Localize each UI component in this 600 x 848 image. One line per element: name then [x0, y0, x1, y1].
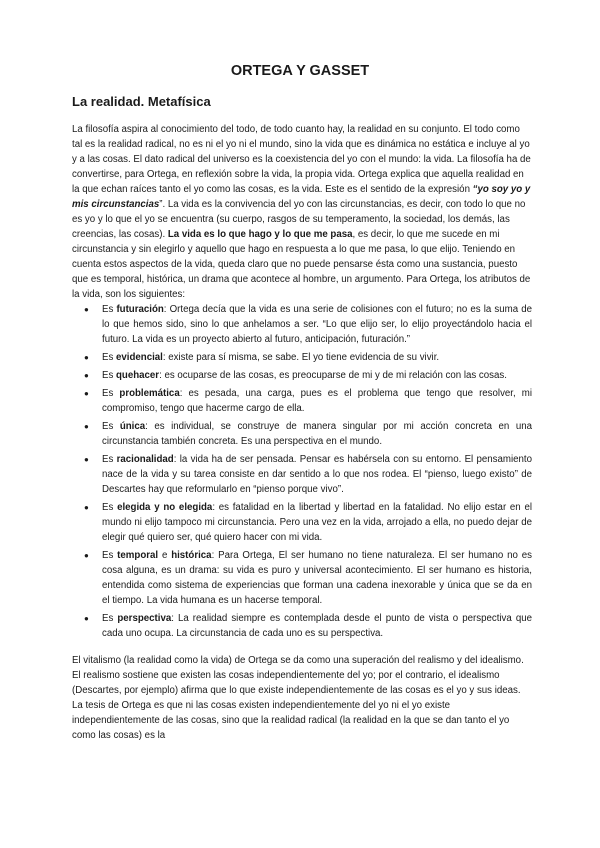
section-heading: La realidad. Metafísica: [72, 94, 211, 109]
list-item: ● Es única: es individual, se construye de manera singular por mi acción concreta en una circunstancia también concreta. Es una perspectiva en el mundo.: [102, 419, 532, 449]
list-item: ● Es futuración: Ortega decía que la vida es una serie de colisiones con el futuro; no es la suma de lo que hemos sido, sino lo que anhelamos a ser. “Lo que elijo ser, lo elijo proyectándolo hacia el futuro. La vida es un proyecto abierto al futuro, anticipación, futuración.”: [102, 302, 532, 347]
list-item: ● Es evidencial: existe para sí misma, se sabe. El yo tiene evidencia de su vivir.: [102, 350, 532, 365]
page-title: ORTEGA Y GASSET: [230, 63, 370, 79]
list-item: ● Es elegida y no elegida: es fatalidad en la libertad y libertad en la fatalidad. No elijo estar en el mundo ni elijo tampoco mi circunstancia. Pero una vez en la vida, arrojado a ella, no puedo dejar de elegir qué quiero ser, qué quiero hacer con mi vida.: [102, 500, 532, 545]
list-item: ● Es temporal e histórica: Para Ortega, El ser humano no tiene naturaleza. El ser humano no es cosa alguna, es un drama: su vida es puro y universal acontecimiento. El ser humano es historia, entendida como sistema de experiencias que forman una cadena inexorable y única que se da en el tiempo. La vida humana es un hacerse temporal.: [102, 548, 532, 608]
attributes-list: [72, 302, 532, 641]
document-body: [72, 122, 532, 743]
closing-paragraph: El vitalismo (la realidad como la vida) de Ortega se da como una superación del realismo y del idealismo. El realismo sostiene que existen las cosas independientemente del yo; por el contrario, el idealismo (Descartes, por ejemplo) afirma que lo que existe independientemente de las cosas es el yo y sus ideas. La tesis de Ortega es que ni las cosas existen independientemente del yo ni el yo existe independientemente de las cosas, sino que la realidad radical (la realidad en la que se dan tanto el yo como las cosas) es la: [72, 655, 524, 741]
list-item: ● Es racionalidad: la vida ha de ser pensada. Pensar es habérsela con su entorno. El pensamiento nace de la vida y su tarea consiste en dar sentido a lo que nos rodea. El “pienso, luego existo” de Descartes hay que reformularlo en “pienso porque vivo”.: [102, 452, 532, 497]
list-item: ● Es problemática: es pesada, una carga, pues es el problema que tengo que resolver, mi compromiso, tengo que hacerme cargo de ella.: [102, 386, 532, 416]
list-item: ● Es quehacer: es ocuparse de las cosas, es preocuparse de mi y de mi relación con las cosas.: [102, 368, 532, 383]
intro-paragraph: La filosofía aspira al conocimiento del todo, de todo cuanto hay, la realidad en su conjunto. El todo como tal es la realidad radical, no es ni el yo ni el mundo, sino la vida que es dinámica no estática e incluye al yo y a las cosas. El dato radical del universo es la coexistencia del yo con el mundo: la vida. La filosofía ha de convertirse, para Ortega, en reflexión sobre la vida, la propia vida. Ortega explica que aquella realidad en la que echan raíces tanto el yo como las cosas, es la vida. Este es el sentido de la expresión “yo soy yo y mis circunstancias”. La vida es la convivencia del yo con las circunstancias, es decir, con todo lo que no es yo y lo que el yo se encuentra (su cuerpo, rasgos de su temperamento, la sociedad, los demás, las creencias, las cosas). La vida es lo que hago y lo que me pasa, es decir, lo que me sucede en mi circunstancia y sin elegirlo y aquello que hago en respuesta a lo que me pasa, lo que elijo. Teniendo en cuenta estos aspectos de la vida, queda claro que no puede pensarse ésta como una sustancia, puesto que es temporal, histórica, un drama que acontece al hombre, un argumento. Para Ortega, los atributos de la vida, son los siguientes:: [72, 124, 531, 300]
list-item: ● Es perspectiva: La realidad siempre es contemplada desde el punto de vista o perspectiva que cada uno ocupa. La circunstancia de cada uno es su perspectiva.: [102, 611, 532, 641]
